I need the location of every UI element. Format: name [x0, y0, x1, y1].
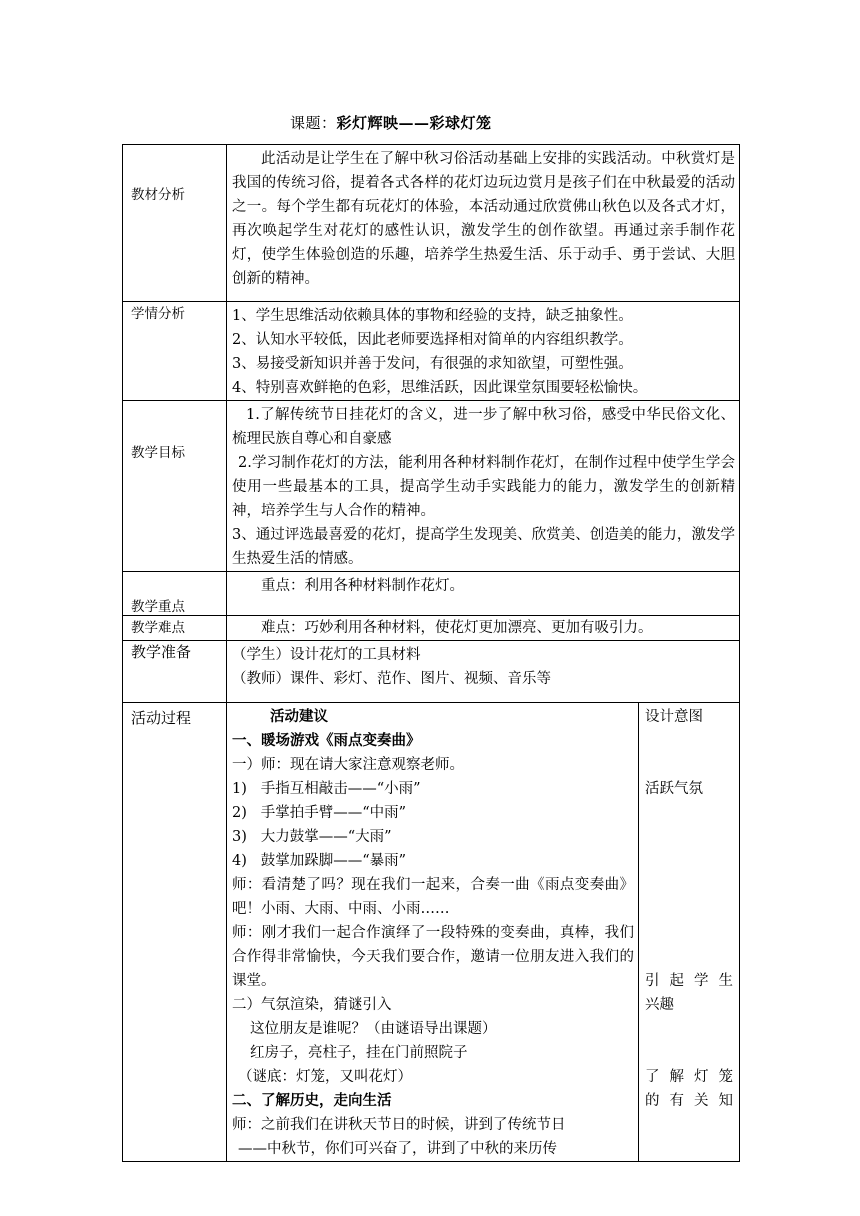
- list-item: 1、学生思维活动依赖具体的事物和经验的支持，缺乏抽象性。: [232, 308, 633, 324]
- label-cell: [123, 641, 227, 703]
- design-note: 活跃气氛: [645, 781, 703, 797]
- paragraph: 这位朋友是谁呢？（由谜语导出课题）: [250, 1021, 497, 1037]
- content-cell: [227, 302, 740, 401]
- paragraph: 师：之前我们在讲秋天节日的时候，讲到了传统节日: [232, 1117, 566, 1133]
- label-cell: [123, 401, 227, 572]
- content-cell: [227, 401, 740, 572]
- design-note: 了解灯笼: [645, 1069, 734, 1085]
- key-text: 重点：利用各种材料制作花灯。: [261, 578, 464, 594]
- content-cell: [227, 145, 740, 302]
- label-cell: [123, 572, 227, 616]
- paragraph: 红房子，亮柱子，挂在门前照院子: [250, 1045, 468, 1061]
- label-cell: [123, 703, 227, 1162]
- list-item: 2、认知水平较低，因此老师要选择相对简单的内容组织教学。: [232, 332, 633, 348]
- content-cell: [227, 703, 639, 1162]
- row-students: [123, 302, 740, 401]
- label-prep: 教学准备: [131, 643, 192, 661]
- row-key: [123, 572, 740, 616]
- design-note: 引起学生: [645, 973, 734, 989]
- content-cell: [227, 616, 740, 641]
- list-item: （教师）课件、彩灯、范作、图片、视频、音乐等: [232, 671, 551, 687]
- list-item: 3、易接受新知识并善于发问，有很强的求知欲望，可塑性强。: [232, 356, 633, 372]
- paragraph: ——中秋节，你们可兴奋了，讲到了中秋的来历传: [238, 1141, 557, 1157]
- list-item: 3) 大力鼓掌——“大雨”: [232, 829, 392, 845]
- list-item: 2) 手掌拍手臂——“中雨”: [232, 805, 407, 821]
- row-material: [123, 145, 740, 302]
- lesson-plan-table: [122, 144, 740, 1162]
- paragraph: 师：刚才我们一起合作演绎了一段特殊的变奏曲，真棒，我们合作得非常愉快，今天我们要合作，邀请一位朋友进入我们的课堂。: [232, 925, 634, 989]
- row-process: [123, 703, 740, 1162]
- list-item: 4) 鼓掌加跺脚——“暴雨”: [232, 853, 407, 869]
- list-item: 3、通过评选最喜爱的花灯，提高学生发现美、欣赏美、创造美的能力，激发学生热爱生活的情感。: [232, 527, 736, 567]
- design-header: 设计意图: [645, 709, 703, 725]
- row-prep: [123, 641, 740, 703]
- list-item: 2.学习制作花灯的方法，能利用各种材料制作花灯，在制作过程中使学生学会使用一些最基本的工具，提高学生动手实践能力的能力，激发学生的创新精神，培养学生与人合作的精神。: [232, 455, 736, 519]
- label-students: 学情分析: [131, 306, 185, 322]
- label-difficulty: 教学难点: [131, 620, 185, 636]
- design-cell: [639, 703, 740, 1162]
- row-difficulty: [123, 616, 740, 641]
- paragraph: 二）气氛渲染，猜谜引入: [232, 997, 392, 1013]
- list-item: 1.了解传统节日挂花灯的含义，进一步了解中秋习俗，感受中华民俗文化、梳理民族自尊心和自豪感: [232, 407, 736, 447]
- activity-header: 活动建议: [270, 708, 328, 725]
- design-note: 的有关知: [645, 1093, 734, 1109]
- title-prefix: 课题：: [290, 114, 337, 132]
- paragraph: （谜底：灯笼，又叫花灯）: [238, 1069, 412, 1085]
- content-cell: [227, 572, 740, 616]
- title-main: 彩灯辉映——彩球灯笼: [336, 114, 492, 132]
- label-goals: 教学目标: [131, 445, 185, 461]
- label-process: 活动过程: [131, 709, 192, 727]
- list-item: （学生）设计花灯的工具材料: [232, 647, 421, 663]
- section-heading: 二、了解历史，走向生活: [232, 1092, 392, 1109]
- label-cell: [123, 616, 227, 641]
- design-note: 兴趣: [645, 997, 674, 1013]
- row-goals: [123, 401, 740, 572]
- content-cell: [227, 641, 740, 703]
- material-text: 此活动是让学生在了解中秋习俗活动基础上安排的实践活动。中秋赏灯是我国的传统习俗，提着各式各样的花灯边玩边赏月是孩子们在中秋最爱的活动之一。每个学生都有玩花灯的体验，本活动通过欣赏佛山秋色以及各式才灯，再次唤起学生对花灯的感性认识，激发学生的创作欲望。再通过亲手制作花灯，使学生体验创造的乐趣，培养学生热爱生活、乐于动手、勇于尝试、大胆创新的精神。: [232, 151, 736, 287]
- label-cell: [123, 145, 227, 302]
- label-cell: [123, 302, 227, 401]
- list-item: 1) 手指互相敲击——“小雨”: [232, 781, 421, 797]
- label-key: 教学重点: [131, 599, 185, 615]
- label-material: 教材分析: [131, 187, 185, 203]
- page-title: [290, 112, 492, 133]
- section-heading: 一、暖场游戏《雨点变奏曲》: [232, 732, 421, 749]
- list-item: 4、特别喜欢鲜艳的色彩，思维活跃，因此课堂氛围要轻松愉快。: [232, 380, 648, 396]
- paragraph: 一）师：现在请大家注意观察老师。: [232, 757, 464, 773]
- paragraph: 师：看清楚了吗？现在我们一起来，合奏一曲《雨点变奏曲》吧！小雨、大雨、中雨、小雨……: [232, 877, 634, 917]
- difficulty-text: 难点：巧妙利用各种材料，使花灯更加漂亮、更加有吸引力。: [261, 620, 653, 636]
